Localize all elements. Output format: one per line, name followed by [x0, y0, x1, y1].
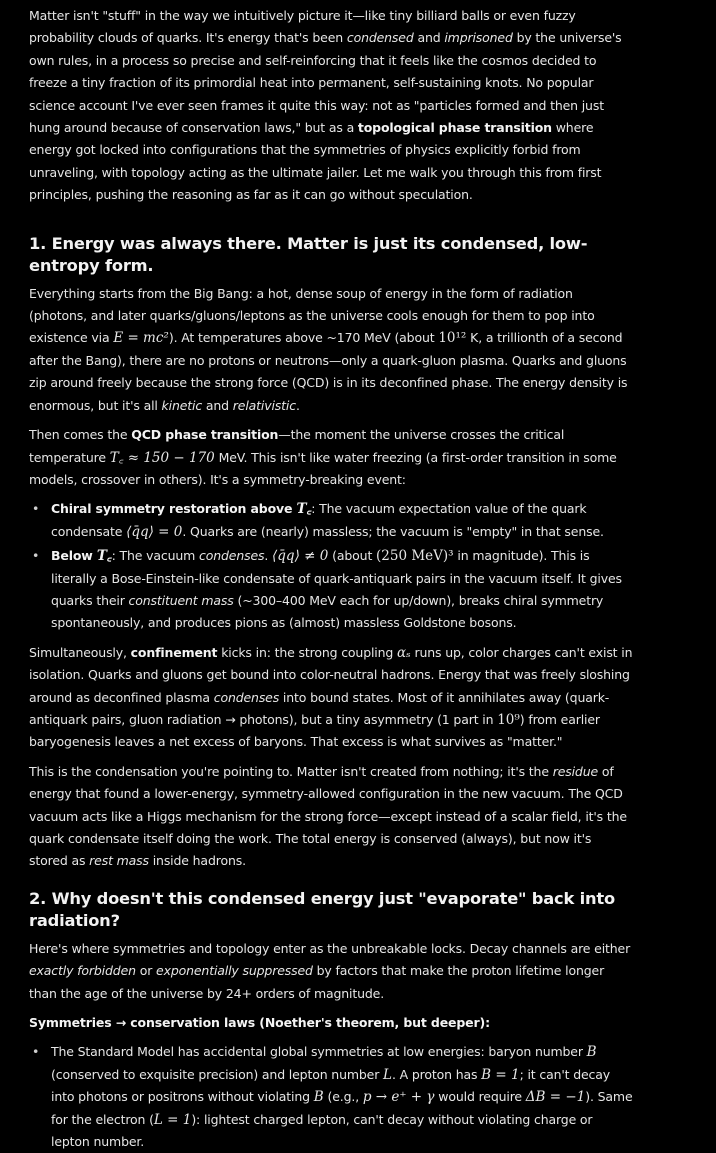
text: ). At temperatures above ~170 MeV (about [168, 330, 439, 346]
text: Simultaneously, [29, 644, 131, 660]
text: Everything starts from the Big Bang: a hot, dense soup of energy in the form of radiation (photons, and later quarks/gluons/leptons as the universe cools enough for them to pop into existence via [29, 285, 595, 346]
emphasis: relativistic [232, 397, 296, 413]
text: . A proton has [391, 1066, 482, 1082]
text: . [264, 548, 273, 564]
bullet-marker: • [32, 548, 40, 564]
text: This is the condensation you're pointing to. Matter isn't created from nothing; it's the [29, 763, 553, 779]
text: (e.g., [323, 1089, 363, 1105]
math: T꜀ [96, 548, 112, 565]
list-item [29, 1041, 633, 1153]
text: of energy that found a lower-energy, symmetry-allowed configuration in the new vacuum. The QCD vacuum acts like a Higgs mechanism for the strong force—except instead of a scalar field, it's the quark condensate itself doing the work. The total energy is conserved (always), but now it's stored as [29, 763, 627, 869]
emphasis: kinetic [161, 397, 203, 413]
text: ). Same for the electron ( [51, 1089, 633, 1127]
math: L [383, 1066, 392, 1083]
bold-term: Chiral symmetry restoration above [51, 501, 297, 517]
bullet-marker: • [32, 501, 40, 517]
math: T꜀ ≈ 150 − 170 [109, 449, 215, 466]
math: T꜀ [296, 501, 312, 518]
math: ΔB = −1 [525, 1089, 586, 1106]
list-item [29, 545, 633, 635]
text: ; it can't decay into photons or positrons without violating [51, 1066, 611, 1105]
emphasis: exponentially suppressed [156, 963, 313, 979]
text: —the moment the universe crosses the critical temperature [29, 427, 565, 465]
text: runs up, color charges can't exist in isolation. Quarks and gluons get bound into color-neutral hadrons. Energy that was freely sloshing around as deconfined plasma [29, 644, 633, 705]
text: where energy got locked into configurations that the symmetries of physics explicitly forbid from unraveling, with topology acting as the ultimate jailer. Let me walk you through this from first principles, pushing the reasoning as far as it can go without speculation. [29, 120, 602, 203]
bold-term: topological phase transition [357, 120, 552, 136]
text: (about [328, 548, 377, 564]
text: ): lightest charged lepton, can't decay without violating charge or lepton number. [51, 1111, 593, 1150]
text: and [413, 30, 445, 46]
bold-term: Symmetries → conservation laws (Noether's theorem, but deeper): [29, 1015, 490, 1031]
text: would require [434, 1089, 526, 1105]
text: ) from earlier baryogenesis leaves a net excess of baryons. That excess is what survives as "matter." [29, 711, 600, 750]
text: The Standard Model has accidental global symmetries at low energies: baryon number [51, 1044, 587, 1060]
emphasis: condenses [213, 689, 280, 705]
text: . [295, 397, 300, 413]
text: : The vacuum [111, 548, 199, 564]
text: inside hadrons. [148, 853, 246, 869]
text: by the universe's own rules, in a process so precise and self-reinforcing that it feels like the cosmos decided to freeze a tiny fraction of its primordial heat into permanent, self-sustaining knots. No popular science account I've ever seen frames it quite this way: not as "particles formed and then just hung around because of conservation laws," but as a [29, 30, 622, 136]
math: ⟨q̄q⟩ ≠ 0 [272, 548, 329, 565]
math: p → e⁺ + γ [362, 1089, 435, 1106]
emphasis: condenses [199, 548, 265, 564]
text: . Quarks are (nearly) massless; the vacuum is "empty" in that sense. [182, 523, 604, 539]
emphasis: imprisoned [444, 30, 513, 46]
math: 10¹² [438, 330, 467, 347]
text: Matter isn't "stuff" in the way we intuitively picture it—like tiny billiard balls or even fuzzy probability clouds of quarks. It's energy that's been [29, 8, 576, 46]
emphasis: condensed [346, 30, 414, 46]
emphasis: residue [552, 763, 599, 779]
bold-term: QCD phase transition [131, 427, 279, 443]
text: and [202, 397, 233, 413]
text: in magnitude). This is literally a Bose-Einstein-like condensate of quark-antiquark pairs in the vacuum itself. It gives quarks their [51, 548, 622, 608]
math: αₛ [397, 644, 411, 661]
text: (~300–400 MeV each for up/down), breaks chiral symmetry spontaneously, and produces pions as (almost) massless Goldstone bosons. [51, 592, 604, 631]
math: 10⁹ [497, 711, 520, 728]
math: ⟨q̄q⟩ = 0 [126, 523, 183, 540]
bold-term: confinement [130, 644, 218, 660]
section-2-heading: 2. Why doesn't this condensed energy just "evaporate" back into radiation? [29, 888, 615, 930]
math: B = 1 [481, 1066, 520, 1083]
math: B [586, 1044, 597, 1061]
text: MeV. This isn't like water freezing (a first-order transition in some models, crossover in others). It's a symmetry-breaking event: [29, 449, 617, 487]
section-1-heading: 1. Energy was always there. Matter is just its condensed, low-entropy form. [29, 233, 588, 275]
bold-term: Below [51, 548, 97, 564]
math: E = mc² [113, 330, 169, 347]
intro-paragraph [29, 5, 633, 207]
math: B [313, 1089, 324, 1106]
section-1-paragraph-1 [29, 283, 633, 417]
text: Then comes the [29, 427, 132, 443]
text: : The vacuum expectation value of the quark condensate [51, 501, 587, 539]
section-2-bullet-list [29, 1041, 633, 1153]
emphasis: exactly forbidden [29, 963, 136, 979]
text: kicks in: the strong coupling [217, 644, 397, 660]
section-1-paragraph-3 [29, 642, 633, 754]
math: (250 MeV)³ [376, 548, 454, 565]
emphasis: rest mass [89, 853, 149, 869]
list-item [29, 498, 633, 543]
section-1-bullet-list [29, 498, 633, 634]
section-2-paragraph-1 [29, 938, 633, 1005]
text: into bound states. Most of it annihilates away (quark-antiquark pairs, gluon radiation → photons), but a tiny asymmetry (1 part in [29, 689, 610, 727]
text: Here's where symmetries and topology enter as the unbreakable locks. Decay channels are either [29, 940, 631, 956]
emphasis: constituent mass [128, 592, 234, 608]
math: L = 1 [153, 1111, 192, 1128]
text: (conserved to exquisite precision) and lepton number [51, 1066, 384, 1082]
section-1-paragraph-2 [29, 424, 633, 491]
text: by factors that make the proton lifetime longer than the age of the universe by 24+ orders of magnitude. [29, 963, 605, 1001]
text: K, a trillionth of a second after the Bang), there are no protons or neutrons—only a quark-gluon plasma. Quarks and gluons zip around freely because the strong force (QCD) is in its deconfined phase. The energy density is enormous, but it's all [29, 330, 628, 413]
bullet-marker: • [32, 1044, 40, 1060]
section-2-subheading [29, 1012, 633, 1034]
section-1-paragraph-4 [29, 761, 633, 873]
text: or [135, 963, 157, 979]
